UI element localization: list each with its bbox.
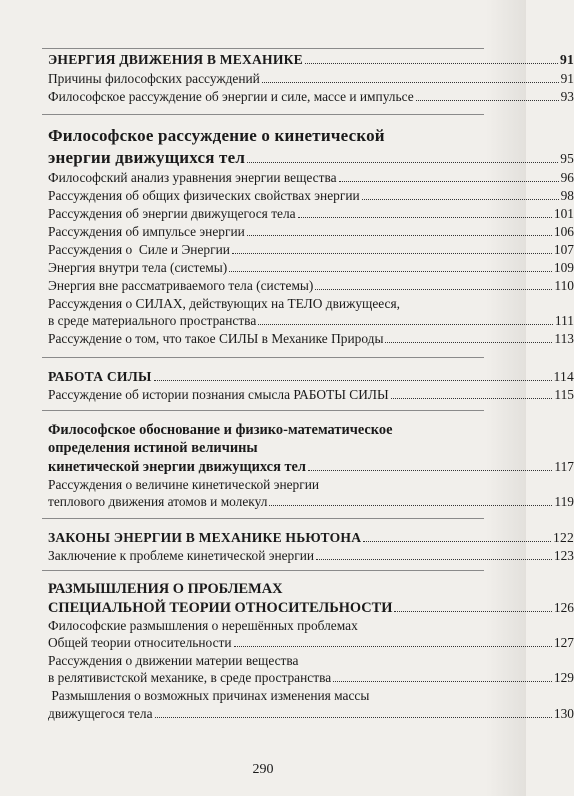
toc-heading-newton-laws[interactable] <box>48 530 574 546</box>
dot-leader <box>416 100 559 101</box>
dot-leader <box>154 380 552 381</box>
toc-heading-line[interactable]: РАЗМЫШЛЕНИЯ О ПРОБЛЕМАХ <box>48 581 283 597</box>
dot-leader <box>363 541 551 542</box>
page-ref: 91 <box>560 71 574 86</box>
toc-entry-line[interactable]: Размышления о возможных причинах изменения массы <box>48 688 370 703</box>
toc-heading-line[interactable]: определения истиной величины <box>48 440 258 456</box>
toc-heading-energy-motion[interactable] <box>48 52 574 68</box>
toc-heading-work-force[interactable] <box>48 369 574 385</box>
page-ref: 110 <box>554 278 574 293</box>
dot-leader <box>339 181 559 182</box>
toc-entry[interactable] <box>48 89 574 105</box>
section-divider <box>42 48 484 49</box>
entry-text: Общей теории относительности <box>48 635 232 650</box>
section-divider <box>42 410 484 411</box>
entry-text: Рассуждения о Силе и Энергии <box>48 242 230 257</box>
dot-leader <box>247 162 558 163</box>
entry-text: Философское рассуждение об энергии и силе, массе и импульсе <box>48 89 414 104</box>
toc-entry[interactable] <box>48 206 574 222</box>
entry-text: Энергия вне рассматриваемого тела (системы) <box>48 278 314 293</box>
toc-entry[interactable] <box>48 635 574 651</box>
dot-leader <box>258 324 553 325</box>
toc-entry-line[interactable]: Рассуждения о движении материи вещества <box>48 653 299 668</box>
toc-entry[interactable] <box>48 494 574 510</box>
entry-text: теплового движения атомов и молекул <box>48 494 268 509</box>
heading-text: кинетической энергии движущихся тел <box>48 459 306 475</box>
dot-leader <box>305 63 558 64</box>
entry-text: Рассуждение о том, что такое СИЛЫ в Механике Природы <box>48 331 384 346</box>
page-ref: 126 <box>553 600 574 615</box>
page-ref: 119 <box>554 494 574 509</box>
dot-leader <box>229 271 552 272</box>
page-ref: 96 <box>560 170 574 185</box>
entry-text: Философский анализ уравнения энергии вещества <box>48 170 337 185</box>
section-divider <box>42 357 484 358</box>
toc-entry[interactable] <box>48 387 574 403</box>
toc-entry[interactable] <box>48 548 574 564</box>
dot-leader <box>269 505 552 506</box>
page-ref: 109 <box>553 260 574 275</box>
entry-text: в релятивистской механике, в среде пространства <box>48 670 332 685</box>
toc-entry[interactable] <box>48 242 574 258</box>
page-ref: 114 <box>553 369 574 384</box>
entry-text: Рассуждения об импульсе энергии <box>48 224 245 239</box>
dot-leader <box>385 342 552 343</box>
toc-entry[interactable] <box>48 224 574 240</box>
page-ref: 98 <box>560 188 574 203</box>
toc-heading-kinetic-energy[interactable] <box>48 148 574 169</box>
page-ref: 106 <box>553 224 574 239</box>
toc-entry-line[interactable]: Рассуждения о величине кинетической энергии <box>48 477 320 492</box>
page-ref: 113 <box>554 331 574 346</box>
page-ref: 111 <box>554 313 574 328</box>
section-divider <box>42 570 484 571</box>
entry-text: Рассуждения об общих физических свойствах энергии <box>48 188 360 203</box>
page-ref: 93 <box>560 89 574 104</box>
dot-leader <box>391 398 553 399</box>
dot-leader <box>232 253 552 254</box>
dot-leader <box>315 289 552 290</box>
dot-leader <box>247 235 552 236</box>
entry-text: движущегося тела <box>48 706 153 721</box>
toc-entry-line[interactable]: Рассуждения о СИЛАХ, действующих на ТЕЛО движущееся, <box>48 296 401 311</box>
heading-text: СПЕЦИАЛЬНОЙ ТЕОРИИ ОТНОСИТЕЛЬНОСТИ <box>48 600 393 616</box>
toc-heading-line[interactable]: Философское рассуждение о кинетической <box>48 126 385 145</box>
dot-leader <box>308 470 552 471</box>
dot-leader <box>316 559 552 560</box>
toc-heading-line[interactable]: Философское обоснование и физико-математическое <box>48 422 393 438</box>
page-ref: 123 <box>553 548 574 563</box>
page-ref: 127 <box>553 635 574 650</box>
dot-leader <box>333 681 552 682</box>
toc-heading-relativity[interactable] <box>48 599 574 617</box>
toc-entry[interactable] <box>48 278 574 294</box>
dot-leader <box>394 611 551 612</box>
dot-leader <box>262 82 559 83</box>
heading-text: РАБОТА СИЛЫ <box>48 369 152 384</box>
toc-entry[interactable] <box>48 313 574 329</box>
dot-leader <box>298 217 552 218</box>
toc-entry[interactable] <box>48 71 574 87</box>
page-ref: 91 <box>560 52 574 67</box>
entry-text: Причины философских рассуждений <box>48 71 260 86</box>
entry-text: Энергия внутри тела (системы) <box>48 260 228 275</box>
toc-entry[interactable] <box>48 170 574 186</box>
toc-heading-true-kinetic[interactable] <box>48 458 574 476</box>
section-divider <box>42 518 484 519</box>
page-number: 290 <box>252 762 274 777</box>
dot-leader <box>155 717 552 718</box>
page-ref: 130 <box>553 706 574 721</box>
entry-text: Рассуждения об энергии движущегося тела <box>48 206 296 221</box>
page-ref: 122 <box>553 530 574 545</box>
entry-text: в среде материального пространства <box>48 313 257 328</box>
page-ref: 95 <box>560 151 574 166</box>
section-divider <box>42 114 484 115</box>
entry-text: Заключение к проблеме кинетической энергии <box>48 548 315 563</box>
page-ref: 101 <box>553 206 574 221</box>
toc-entry[interactable] <box>48 188 574 204</box>
heading-text: ЗАКОНЫ ЭНЕРГИИ В МЕХАНИКЕ НЬЮТОНА <box>48 530 362 545</box>
page-ref: 117 <box>554 459 574 474</box>
toc-entry[interactable] <box>48 260 574 276</box>
page-ref: 129 <box>553 670 574 685</box>
dot-leader <box>362 199 559 200</box>
toc-entry-line[interactable]: Философские размышления о нерешённых проблемах <box>48 618 358 633</box>
entry-text: Рассуждение об истории познания смысла РАБОТЫ СИЛЫ <box>48 387 389 402</box>
heading-text: ЭНЕРГИЯ ДВИЖЕНИЯ В МЕХАНИКЕ <box>48 52 303 67</box>
page-ref: 107 <box>553 242 574 257</box>
dot-leader <box>234 646 552 647</box>
toc-entry[interactable] <box>48 331 574 347</box>
page-ref: 115 <box>554 387 574 402</box>
heading-text: энергии движущихся тел <box>48 148 246 167</box>
toc-entry[interactable] <box>48 670 574 686</box>
toc-entry[interactable] <box>48 706 574 722</box>
